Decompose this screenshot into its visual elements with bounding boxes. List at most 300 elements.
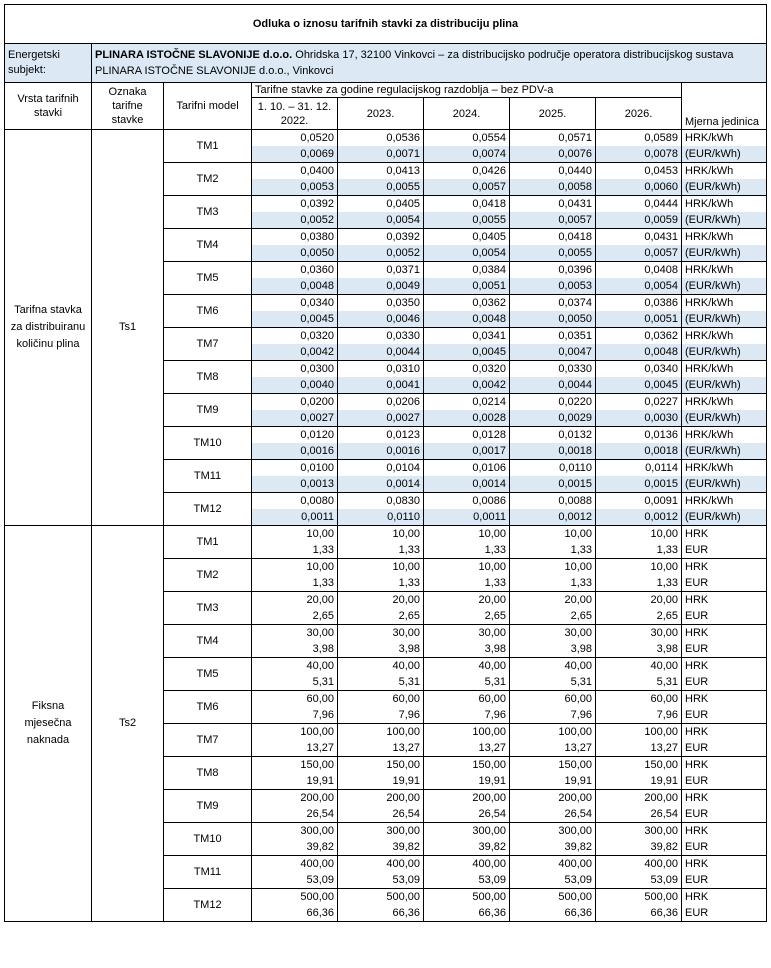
tariff-model: TM4 xyxy=(164,229,252,262)
value-eur: 5,31 xyxy=(338,674,424,691)
unit-secondary: (EUR/kWh) xyxy=(682,443,767,460)
value-hrk: 0,0300 xyxy=(252,361,338,378)
unit-primary: HRK/kWh xyxy=(682,493,767,510)
header-year-0: 1. 10. – 31. 12. 2022. xyxy=(252,98,338,130)
value-hrk: 0,0589 xyxy=(596,130,682,147)
value-eur: 1,33 xyxy=(510,575,596,592)
value-hrk: 10,00 xyxy=(252,559,338,576)
value-eur: 0,0053 xyxy=(510,278,596,295)
value-hrk: 0,0114 xyxy=(596,460,682,477)
value-hrk: 20,00 xyxy=(338,592,424,609)
value-hrk: 0,0360 xyxy=(252,262,338,279)
value-hrk: 150,00 xyxy=(338,757,424,774)
unit-secondary: EUR xyxy=(682,674,767,691)
unit-secondary: (EUR/kWh) xyxy=(682,410,767,427)
value-hrk: 0,0330 xyxy=(510,361,596,378)
unit-primary: HRK xyxy=(682,526,767,543)
value-eur: 66,36 xyxy=(252,905,338,922)
value-eur: 39,82 xyxy=(338,839,424,856)
value-hrk: 0,0362 xyxy=(596,328,682,345)
value-hrk: 0,0091 xyxy=(596,493,682,510)
value-eur: 0,0045 xyxy=(424,344,510,361)
value-hrk: 0,0453 xyxy=(596,163,682,180)
unit-secondary: (EUR/kWh) xyxy=(682,377,767,394)
tariff-model: TM6 xyxy=(164,691,252,724)
value-hrk: 60,00 xyxy=(338,691,424,708)
value-hrk: 150,00 xyxy=(252,757,338,774)
value-eur: 0,0057 xyxy=(510,212,596,229)
value-eur: 0,0040 xyxy=(252,377,338,394)
value-hrk: 0,0206 xyxy=(338,394,424,411)
value-hrk: 0,0426 xyxy=(424,163,510,180)
header-period: Tarifne stavke za godine regulacijskog razdoblja – bez PDV-a xyxy=(252,83,682,98)
unit-secondary: EUR xyxy=(682,773,767,790)
value-eur: 0,0045 xyxy=(596,377,682,394)
unit-primary: HRK xyxy=(682,592,767,609)
value-hrk: 300,00 xyxy=(596,823,682,840)
value-hrk: 10,00 xyxy=(424,526,510,543)
value-eur: 19,91 xyxy=(338,773,424,790)
value-eur: 2,65 xyxy=(596,608,682,625)
value-hrk: 0,0340 xyxy=(252,295,338,312)
value-eur: 0,0027 xyxy=(252,410,338,427)
value-hrk: 500,00 xyxy=(252,889,338,906)
value-hrk: 200,00 xyxy=(596,790,682,807)
value-hrk: 100,00 xyxy=(338,724,424,741)
value-hrk: 0,0351 xyxy=(510,328,596,345)
value-hrk: 0,0396 xyxy=(510,262,596,279)
value-eur: 0,0016 xyxy=(338,443,424,460)
value-hrk: 10,00 xyxy=(252,526,338,543)
value-eur: 0,0041 xyxy=(338,377,424,394)
unit-primary: HRK xyxy=(682,790,767,807)
value-eur: 1,33 xyxy=(252,542,338,559)
value-hrk: 0,0380 xyxy=(252,229,338,246)
value-hrk: 0,0100 xyxy=(252,460,338,477)
value-hrk: 20,00 xyxy=(596,592,682,609)
value-hrk: 0,0214 xyxy=(424,394,510,411)
value-hrk: 0,0392 xyxy=(252,196,338,213)
value-eur: 3,98 xyxy=(338,641,424,658)
unit-primary: HRK/kWh xyxy=(682,394,767,411)
tariff-model: TM10 xyxy=(164,823,252,856)
unit-primary: HRK/kWh xyxy=(682,163,767,180)
value-hrk: 20,00 xyxy=(424,592,510,609)
unit-primary: HRK/kWh xyxy=(682,460,767,477)
value-hrk: 0,0120 xyxy=(252,427,338,444)
value-hrk: 400,00 xyxy=(252,856,338,873)
tariff-model: TM4 xyxy=(164,625,252,658)
value-eur: 0,0055 xyxy=(424,212,510,229)
value-eur: 2,65 xyxy=(252,608,338,625)
tariff-model: TM1 xyxy=(164,130,252,163)
unit-secondary: EUR xyxy=(682,575,767,592)
value-eur: 19,91 xyxy=(424,773,510,790)
value-hrk: 500,00 xyxy=(596,889,682,906)
header-unit: Mjerna jedinica xyxy=(682,83,767,130)
value-hrk: 40,00 xyxy=(252,658,338,675)
value-hrk: 400,00 xyxy=(424,856,510,873)
value-eur: 0,0058 xyxy=(510,179,596,196)
value-eur: 26,54 xyxy=(510,806,596,823)
value-eur: 0,0053 xyxy=(252,179,338,196)
value-hrk: 0,0080 xyxy=(252,493,338,510)
unit-primary: HRK/kWh xyxy=(682,361,767,378)
value-hrk: 400,00 xyxy=(338,856,424,873)
value-hrk: 0,0418 xyxy=(510,229,596,246)
value-eur: 0,0054 xyxy=(424,245,510,262)
value-hrk: 100,00 xyxy=(252,724,338,741)
value-eur: 0,0030 xyxy=(596,410,682,427)
value-hrk: 0,0320 xyxy=(252,328,338,345)
value-hrk: 60,00 xyxy=(424,691,510,708)
tariff-model: TM7 xyxy=(164,724,252,757)
value-hrk: 200,00 xyxy=(424,790,510,807)
tariff-model: TM7 xyxy=(164,328,252,361)
unit-secondary: (EUR/kWh) xyxy=(682,278,767,295)
header-year-4: 2026. xyxy=(596,98,682,130)
value-hrk: 0,0310 xyxy=(338,361,424,378)
unit-secondary: EUR xyxy=(682,872,767,889)
unit-primary: HRK xyxy=(682,559,767,576)
value-eur: 13,27 xyxy=(596,740,682,757)
value-hrk: 20,00 xyxy=(510,592,596,609)
value-hrk: 0,0330 xyxy=(338,328,424,345)
unit-secondary: EUR xyxy=(682,839,767,856)
unit-secondary: (EUR/kWh) xyxy=(682,212,767,229)
value-hrk: 0,0386 xyxy=(596,295,682,312)
tariff-model: TM3 xyxy=(164,196,252,229)
value-eur: 0,0078 xyxy=(596,146,682,163)
value-hrk: 0,0571 xyxy=(510,130,596,147)
value-hrk: 0,0200 xyxy=(252,394,338,411)
value-eur: 3,98 xyxy=(596,641,682,658)
value-hrk: 300,00 xyxy=(252,823,338,840)
value-hrk: 500,00 xyxy=(338,889,424,906)
value-eur: 19,91 xyxy=(252,773,338,790)
entity-value xyxy=(92,44,767,83)
value-eur: 0,0049 xyxy=(338,278,424,295)
value-hrk: 0,0384 xyxy=(424,262,510,279)
unit-primary: HRK/kWh xyxy=(682,295,767,312)
tariff-model: TM1 xyxy=(164,526,252,559)
value-hrk: 0,0110 xyxy=(510,460,596,477)
value-hrk: 0,0405 xyxy=(338,196,424,213)
value-eur: 0,0016 xyxy=(252,443,338,460)
value-hrk: 10,00 xyxy=(338,559,424,576)
value-eur: 0,0045 xyxy=(252,311,338,328)
tariff-model: TM6 xyxy=(164,295,252,328)
value-eur: 0,0110 xyxy=(338,509,424,526)
value-hrk: 0,0350 xyxy=(338,295,424,312)
value-eur: 26,54 xyxy=(596,806,682,823)
tariff-table xyxy=(4,4,767,922)
unit-secondary: (EUR/kWh) xyxy=(682,179,767,196)
unit-secondary: (EUR/kWh) xyxy=(682,509,767,526)
value-eur: 53,09 xyxy=(424,872,510,889)
value-hrk: 0,0413 xyxy=(338,163,424,180)
value-eur: 53,09 xyxy=(596,872,682,889)
unit-secondary: (EUR/kWh) xyxy=(682,476,767,493)
header-year-2: 2024. xyxy=(424,98,510,130)
value-hrk: 300,00 xyxy=(338,823,424,840)
value-eur: 39,82 xyxy=(596,839,682,856)
value-hrk: 0,0132 xyxy=(510,427,596,444)
value-eur: 39,82 xyxy=(424,839,510,856)
value-hrk: 0,0362 xyxy=(424,295,510,312)
value-hrk: 100,00 xyxy=(596,724,682,741)
value-hrk: 0,0830 xyxy=(338,493,424,510)
value-hrk: 400,00 xyxy=(596,856,682,873)
value-eur: 0,0050 xyxy=(252,245,338,262)
unit-secondary: (EUR/kWh) xyxy=(682,344,767,361)
value-hrk: 500,00 xyxy=(510,889,596,906)
value-eur: 53,09 xyxy=(338,872,424,889)
tariff-model: TM12 xyxy=(164,493,252,526)
value-hrk: 10,00 xyxy=(338,526,424,543)
value-hrk: 0,0320 xyxy=(424,361,510,378)
unit-primary: HRK xyxy=(682,757,767,774)
value-eur: 0,0057 xyxy=(424,179,510,196)
value-eur: 13,27 xyxy=(510,740,596,757)
value-hrk: 30,00 xyxy=(510,625,596,642)
value-hrk: 0,0444 xyxy=(596,196,682,213)
tariff-model: TM8 xyxy=(164,757,252,790)
unit-secondary: (EUR/kWh) xyxy=(682,311,767,328)
value-eur: 1,33 xyxy=(510,542,596,559)
value-hrk: 150,00 xyxy=(596,757,682,774)
value-eur: 66,36 xyxy=(424,905,510,922)
value-eur: 7,96 xyxy=(510,707,596,724)
value-hrk: 0,0104 xyxy=(338,460,424,477)
value-eur: 0,0027 xyxy=(338,410,424,427)
value-hrk: 0,0392 xyxy=(338,229,424,246)
value-eur: 0,0074 xyxy=(424,146,510,163)
value-hrk: 0,0106 xyxy=(424,460,510,477)
value-hrk: 30,00 xyxy=(338,625,424,642)
value-eur: 0,0051 xyxy=(596,311,682,328)
value-eur: 0,0042 xyxy=(424,377,510,394)
value-eur: 39,82 xyxy=(252,839,338,856)
value-hrk: 0,0440 xyxy=(510,163,596,180)
value-eur: 0,0048 xyxy=(596,344,682,361)
value-hrk: 0,0340 xyxy=(596,361,682,378)
value-hrk: 0,0431 xyxy=(510,196,596,213)
value-eur: 0,0052 xyxy=(338,245,424,262)
unit-secondary: (EUR/kWh) xyxy=(682,245,767,262)
entity-name: PLINARA ISTOČNE SLAVONIJE d.o.o. xyxy=(95,49,293,61)
value-eur: 0,0013 xyxy=(252,476,338,493)
value-eur: 0,0057 xyxy=(596,245,682,262)
header-year-1: 2023. xyxy=(338,98,424,130)
tariff-model: TM2 xyxy=(164,559,252,592)
value-eur: 26,54 xyxy=(338,806,424,823)
value-hrk: 0,0408 xyxy=(596,262,682,279)
value-eur: 7,96 xyxy=(252,707,338,724)
tariff-model: TM8 xyxy=(164,361,252,394)
value-eur: 1,33 xyxy=(596,542,682,559)
value-eur: 3,98 xyxy=(424,641,510,658)
value-hrk: 0,0136 xyxy=(596,427,682,444)
value-eur: 0,0042 xyxy=(252,344,338,361)
value-eur: 1,33 xyxy=(424,542,510,559)
value-eur: 0,0018 xyxy=(596,443,682,460)
tariff-model: TM5 xyxy=(164,658,252,691)
value-hrk: 10,00 xyxy=(510,526,596,543)
value-eur: 5,31 xyxy=(596,674,682,691)
value-eur: 0,0054 xyxy=(596,278,682,295)
unit-secondary: EUR xyxy=(682,608,767,625)
value-hrk: 0,0405 xyxy=(424,229,510,246)
unit-primary: HRK xyxy=(682,889,767,906)
value-hrk: 10,00 xyxy=(596,526,682,543)
value-hrk: 30,00 xyxy=(252,625,338,642)
value-eur: 1,33 xyxy=(338,575,424,592)
value-hrk: 40,00 xyxy=(424,658,510,675)
value-eur: 0,0048 xyxy=(424,311,510,328)
value-eur: 5,31 xyxy=(510,674,596,691)
tariff-model: TM12 xyxy=(164,889,252,922)
value-eur: 13,27 xyxy=(338,740,424,757)
value-eur: 26,54 xyxy=(252,806,338,823)
value-hrk: 0,0371 xyxy=(338,262,424,279)
value-hrk: 60,00 xyxy=(252,691,338,708)
value-hrk: 0,0374 xyxy=(510,295,596,312)
value-eur: 0,0046 xyxy=(338,311,424,328)
value-hrk: 100,00 xyxy=(424,724,510,741)
table-title: Odluka o iznosu tarifnih stavki za distribuciju plina xyxy=(5,5,767,44)
value-hrk: 0,0128 xyxy=(424,427,510,444)
value-eur: 53,09 xyxy=(252,872,338,889)
value-hrk: 200,00 xyxy=(252,790,338,807)
value-eur: 0,0059 xyxy=(596,212,682,229)
tariff-model: TM11 xyxy=(164,856,252,889)
value-eur: 0,0017 xyxy=(424,443,510,460)
value-eur: 0,0044 xyxy=(510,377,596,394)
tariff-model: TM5 xyxy=(164,262,252,295)
value-eur: 7,96 xyxy=(338,707,424,724)
unit-primary: HRK/kWh xyxy=(682,130,767,147)
value-hrk: 0,0418 xyxy=(424,196,510,213)
value-hrk: 500,00 xyxy=(424,889,510,906)
unit-secondary: EUR xyxy=(682,641,767,658)
unit-secondary: EUR xyxy=(682,740,767,757)
value-hrk: 400,00 xyxy=(510,856,596,873)
value-hrk: 300,00 xyxy=(424,823,510,840)
value-hrk: 0,0431 xyxy=(596,229,682,246)
tariff-model: TM11 xyxy=(164,460,252,493)
group-name: Fiksna mjesečna naknada xyxy=(5,526,92,922)
unit-secondary: EUR xyxy=(682,542,767,559)
value-eur: 0,0014 xyxy=(424,476,510,493)
value-hrk: 10,00 xyxy=(510,559,596,576)
value-eur: 39,82 xyxy=(510,839,596,856)
tariff-model: TM10 xyxy=(164,427,252,460)
value-eur: 0,0012 xyxy=(510,509,596,526)
value-hrk: 200,00 xyxy=(338,790,424,807)
unit-primary: HRK xyxy=(682,658,767,675)
value-eur: 2,65 xyxy=(510,608,596,625)
unit-primary: HRK/kWh xyxy=(682,229,767,246)
value-eur: 0,0055 xyxy=(510,245,596,262)
value-hrk: 60,00 xyxy=(596,691,682,708)
value-eur: 5,31 xyxy=(424,674,510,691)
unit-primary: HRK/kWh xyxy=(682,196,767,213)
unit-secondary: (EUR/kWh) xyxy=(682,146,767,163)
value-eur: 0,0014 xyxy=(338,476,424,493)
value-eur: 13,27 xyxy=(424,740,510,757)
value-eur: 0,0060 xyxy=(596,179,682,196)
value-hrk: 40,00 xyxy=(338,658,424,675)
value-eur: 0,0044 xyxy=(338,344,424,361)
value-hrk: 30,00 xyxy=(596,625,682,642)
unit-primary: HRK/kWh xyxy=(682,328,767,345)
value-eur: 0,0011 xyxy=(424,509,510,526)
value-eur: 1,33 xyxy=(424,575,510,592)
unit-secondary: EUR xyxy=(682,707,767,724)
value-eur: 0,0015 xyxy=(510,476,596,493)
value-eur: 66,36 xyxy=(596,905,682,922)
value-eur: 0,0052 xyxy=(252,212,338,229)
value-eur: 2,65 xyxy=(338,608,424,625)
value-hrk: 20,00 xyxy=(252,592,338,609)
unit-primary: HRK/kWh xyxy=(682,427,767,444)
tariff-model: TM3 xyxy=(164,592,252,625)
header-oznaka: Oznaka tarifne stavke xyxy=(92,83,164,130)
value-eur: 1,33 xyxy=(596,575,682,592)
value-eur: 66,36 xyxy=(510,905,596,922)
value-hrk: 0,0554 xyxy=(424,130,510,147)
value-hrk: 0,0400 xyxy=(252,163,338,180)
value-eur: 0,0047 xyxy=(510,344,596,361)
value-hrk: 0,0220 xyxy=(510,394,596,411)
value-hrk: 200,00 xyxy=(510,790,596,807)
unit-primary: HRK xyxy=(682,691,767,708)
value-eur: 26,54 xyxy=(424,806,510,823)
value-eur: 0,0055 xyxy=(338,179,424,196)
value-eur: 0,0029 xyxy=(510,410,596,427)
value-eur: 0,0018 xyxy=(510,443,596,460)
value-eur: 19,91 xyxy=(596,773,682,790)
value-eur: 0,0050 xyxy=(510,311,596,328)
unit-primary: HRK xyxy=(682,724,767,741)
entity-label: Energetski subjekt: xyxy=(5,44,92,83)
value-eur: 0,0051 xyxy=(424,278,510,295)
header-year-3: 2025. xyxy=(510,98,596,130)
unit-primary: HRK xyxy=(682,625,767,642)
entity-rest: Ohridska 17, 32100 Vinkovci – za distribucijsko područje operatora distribucijskog sustava PLINARA ISTOČNE SLAVONIJE d.o.o., Vinkovci xyxy=(95,49,734,77)
group-name: Tarifna stavka za distribuiranu količinu plina xyxy=(5,130,92,526)
unit-primary: HRK xyxy=(682,856,767,873)
value-eur: 7,96 xyxy=(596,707,682,724)
value-eur: 0,0069 xyxy=(252,146,338,163)
value-eur: 19,91 xyxy=(510,773,596,790)
value-eur: 0,0015 xyxy=(596,476,682,493)
value-eur: 5,31 xyxy=(252,674,338,691)
value-hrk: 150,00 xyxy=(424,757,510,774)
value-hrk: 40,00 xyxy=(596,658,682,675)
value-eur: 3,98 xyxy=(252,641,338,658)
value-eur: 0,0012 xyxy=(596,509,682,526)
value-eur: 0,0048 xyxy=(252,278,338,295)
value-hrk: 300,00 xyxy=(510,823,596,840)
value-hrk: 100,00 xyxy=(510,724,596,741)
value-hrk: 150,00 xyxy=(510,757,596,774)
unit-secondary: EUR xyxy=(682,806,767,823)
value-eur: 2,65 xyxy=(424,608,510,625)
value-eur: 3,98 xyxy=(510,641,596,658)
value-eur: 0,0028 xyxy=(424,410,510,427)
